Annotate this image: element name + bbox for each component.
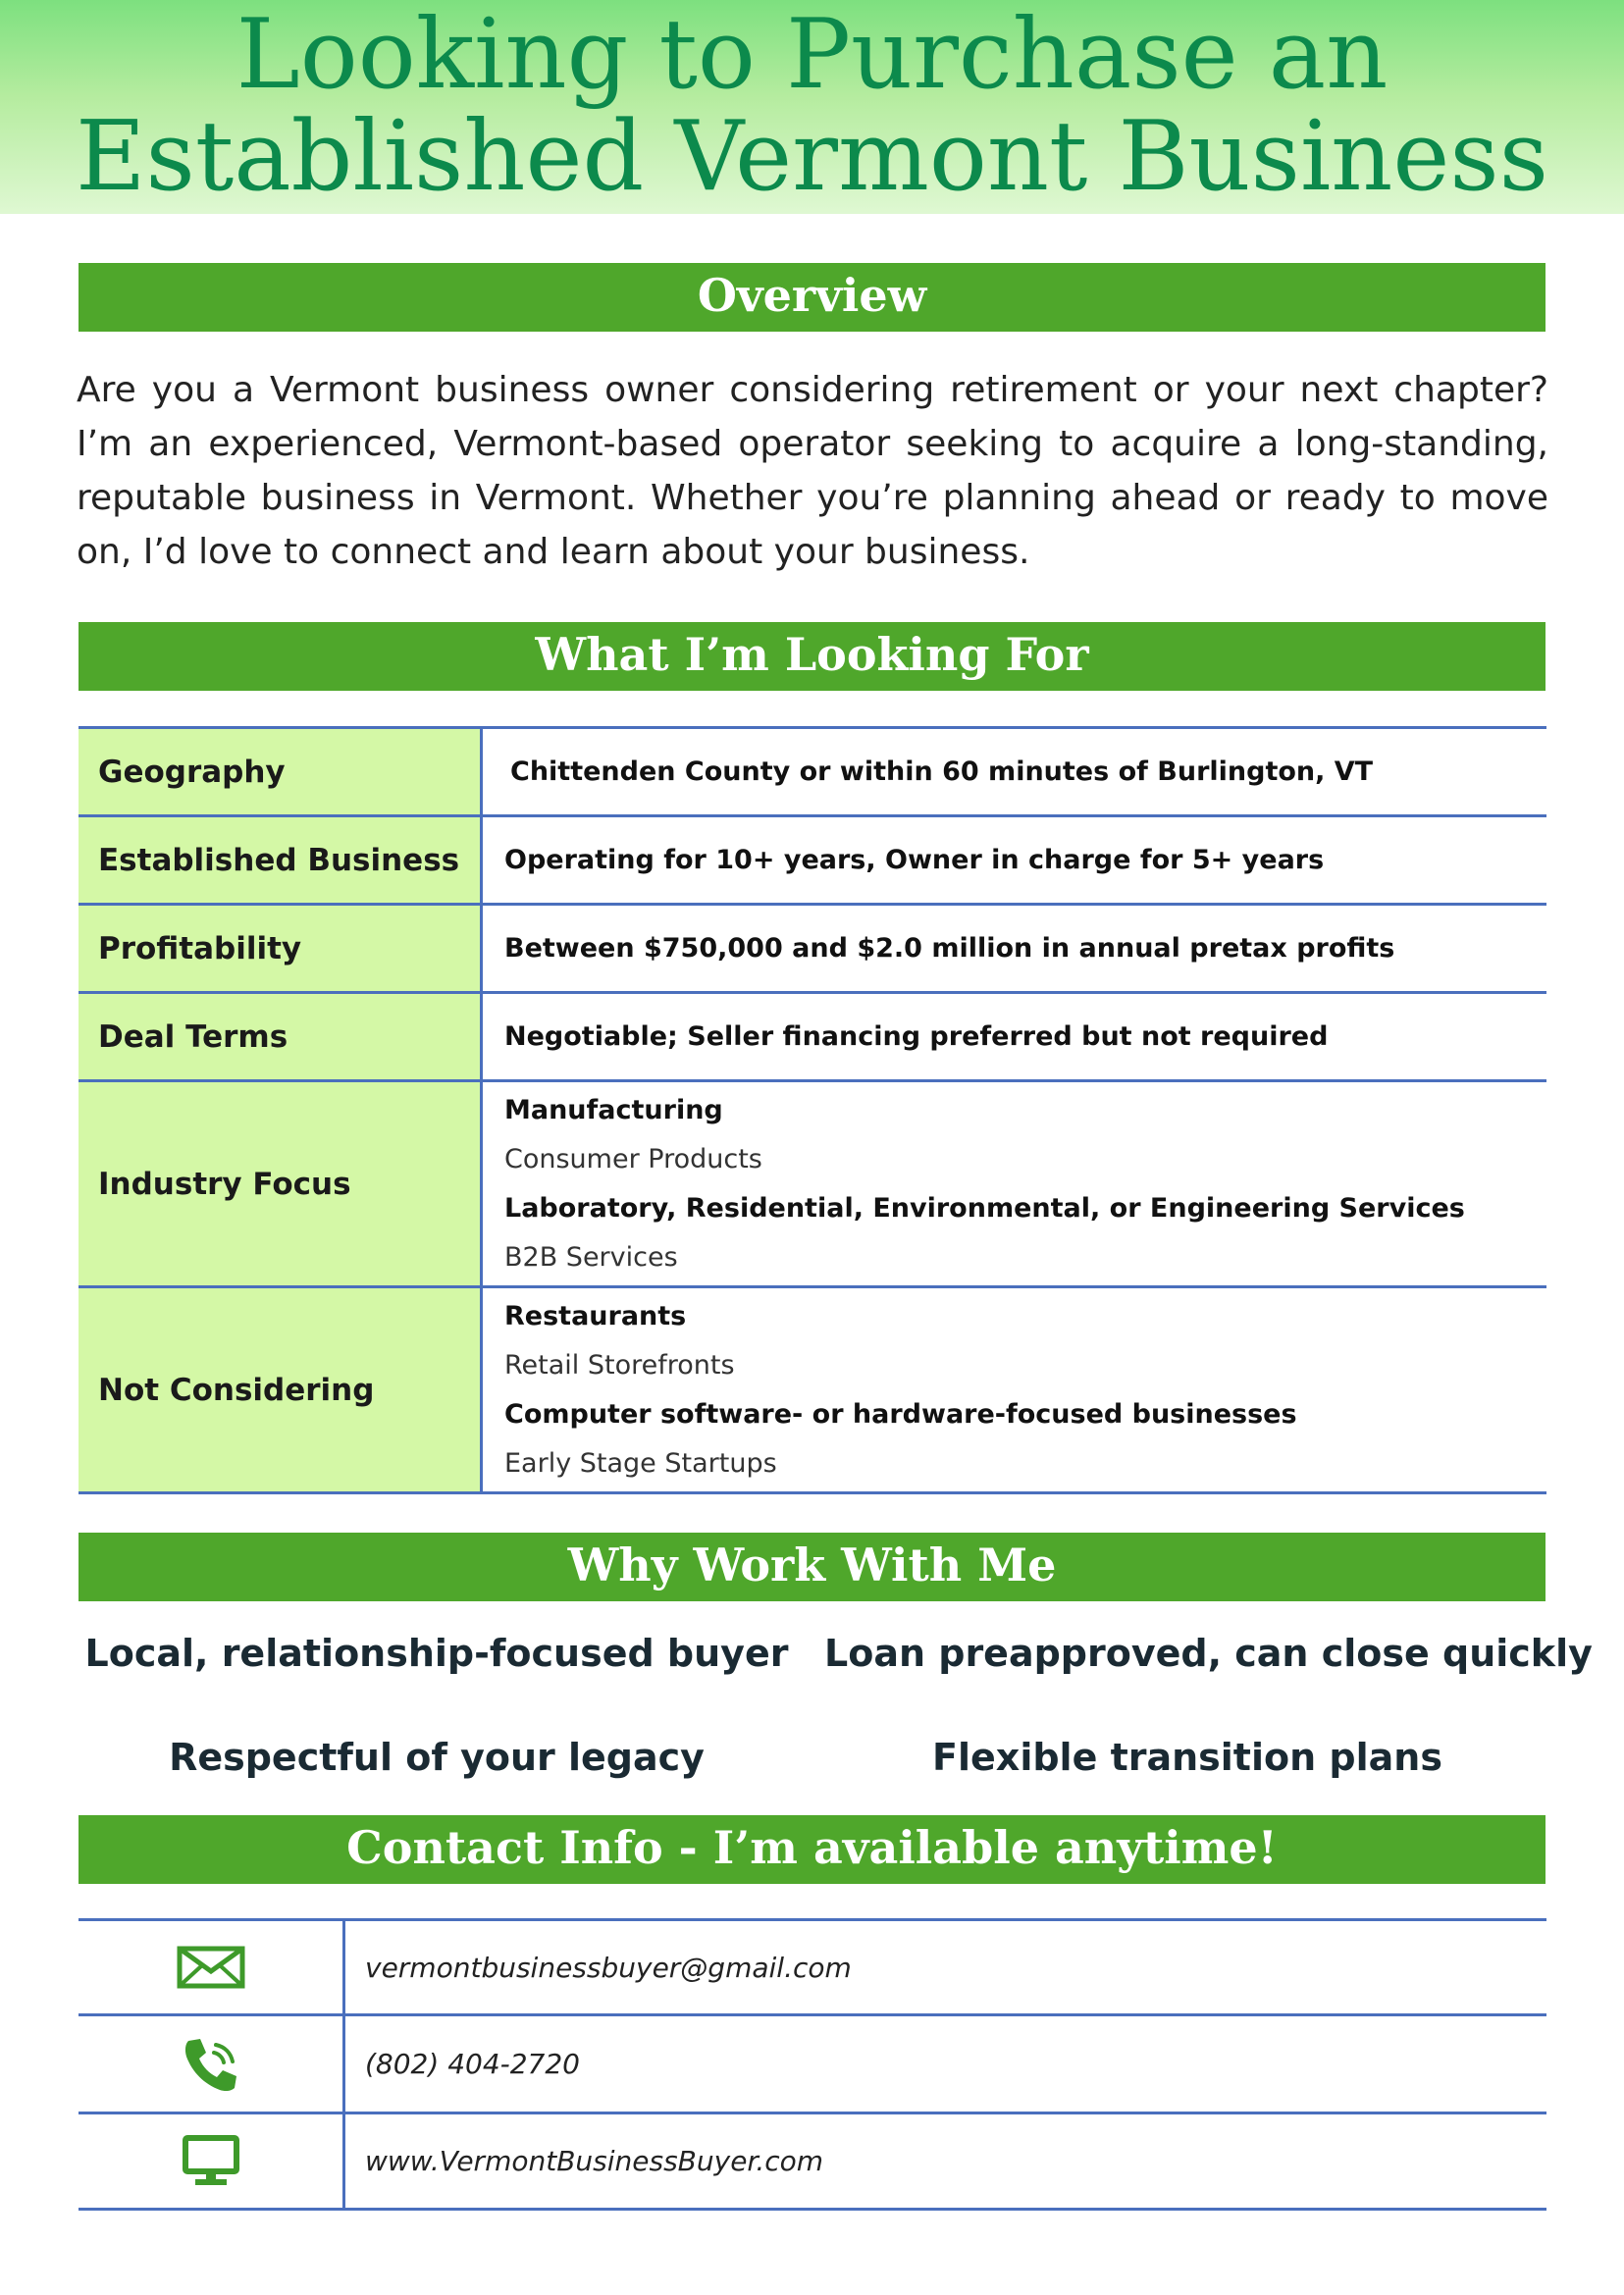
list-item: Manufacturing xyxy=(504,1094,723,1125)
why-point: Loan preapproved, can close quickly xyxy=(824,1632,1593,1675)
criteria-table xyxy=(79,726,1546,1494)
criteria-label: Established Business xyxy=(79,816,482,905)
industry-list xyxy=(482,1081,1547,1287)
list-item: Consumer Products xyxy=(504,1143,762,1174)
criteria-label: Industry Focus xyxy=(79,1081,482,1287)
list-item: Restaurants xyxy=(504,1300,687,1331)
why-point: Flexible transition plans xyxy=(932,1736,1442,1779)
phone-icon xyxy=(79,2015,344,2113)
criteria-label: Profitability xyxy=(79,905,482,993)
page-title-line-1: Looking to Purchase an xyxy=(236,0,1388,111)
overview-heading: Overview xyxy=(79,263,1545,332)
not-considering-list xyxy=(482,1287,1547,1493)
contact-row-email xyxy=(79,1920,1546,2015)
criteria-label: Geography xyxy=(79,728,482,816)
contact-row-website xyxy=(79,2113,1546,2210)
contact-heading: Contact Info - I’m available anytime! xyxy=(79,1815,1545,1884)
criteria-label: Deal Terms xyxy=(79,993,482,1081)
looking-for-heading: What I’m Looking For xyxy=(79,622,1545,691)
criteria-row-not-considering xyxy=(79,1287,1546,1493)
criteria-row-established xyxy=(79,816,1546,905)
criteria-value: Negotiable; Seller financing preferred but not required xyxy=(482,993,1547,1081)
criteria-value: Between $750,000 and $2.0 million in annual pretax profits xyxy=(482,905,1547,993)
why-point: Respectful of your legacy xyxy=(169,1736,705,1779)
list-item: Retail Storefronts xyxy=(504,1349,735,1381)
phone-link[interactable]: (802) 404-2720 xyxy=(344,2015,1547,2113)
why-heading: Why Work With Me xyxy=(79,1533,1545,1601)
list-item: Early Stage Startups xyxy=(504,1447,777,1479)
envelope-icon xyxy=(79,1920,344,2015)
why-point: Local, relationship-focused buyer xyxy=(84,1632,789,1675)
criteria-label: Not Considering xyxy=(79,1287,482,1493)
monitor-icon xyxy=(79,2113,344,2210)
criteria-row-profitability xyxy=(79,905,1546,993)
contact-table xyxy=(79,1918,1546,2211)
overview-text: Are you a Vermont business owner considering retirement or your next chapter? I’m an experienced, Vermont-based operator seeking to acquire a long-standing, reputable business in Vermont. Whether you’re planning ahead or ready to move on, I’d love to connect and learn about your business. xyxy=(77,370,1548,572)
criteria-row-industry-focus xyxy=(79,1081,1546,1287)
list-item: B2B Services xyxy=(504,1241,678,1273)
criteria-row-geography xyxy=(79,728,1546,816)
list-item: Computer software- or hardware-focused businesses xyxy=(504,1398,1297,1430)
criteria-value: Operating for 10+ years, Owner in charge for 5+ years xyxy=(482,816,1547,905)
contact-row-phone xyxy=(79,2015,1546,2113)
criteria-value: Chittenden County or within 60 minutes of Burlington, VT xyxy=(482,728,1547,816)
criteria-row-deal-terms xyxy=(79,993,1546,1081)
list-item: Laboratory, Residential, Environmental, or Engineering Services xyxy=(504,1192,1465,1224)
website-link[interactable]: www.VermontBusinessBuyer.com xyxy=(344,2113,1547,2210)
page-title-line-2: Established Vermont Business xyxy=(75,101,1548,213)
email-link[interactable]: vermontbusinessbuyer@gmail.com xyxy=(344,1920,1547,2015)
